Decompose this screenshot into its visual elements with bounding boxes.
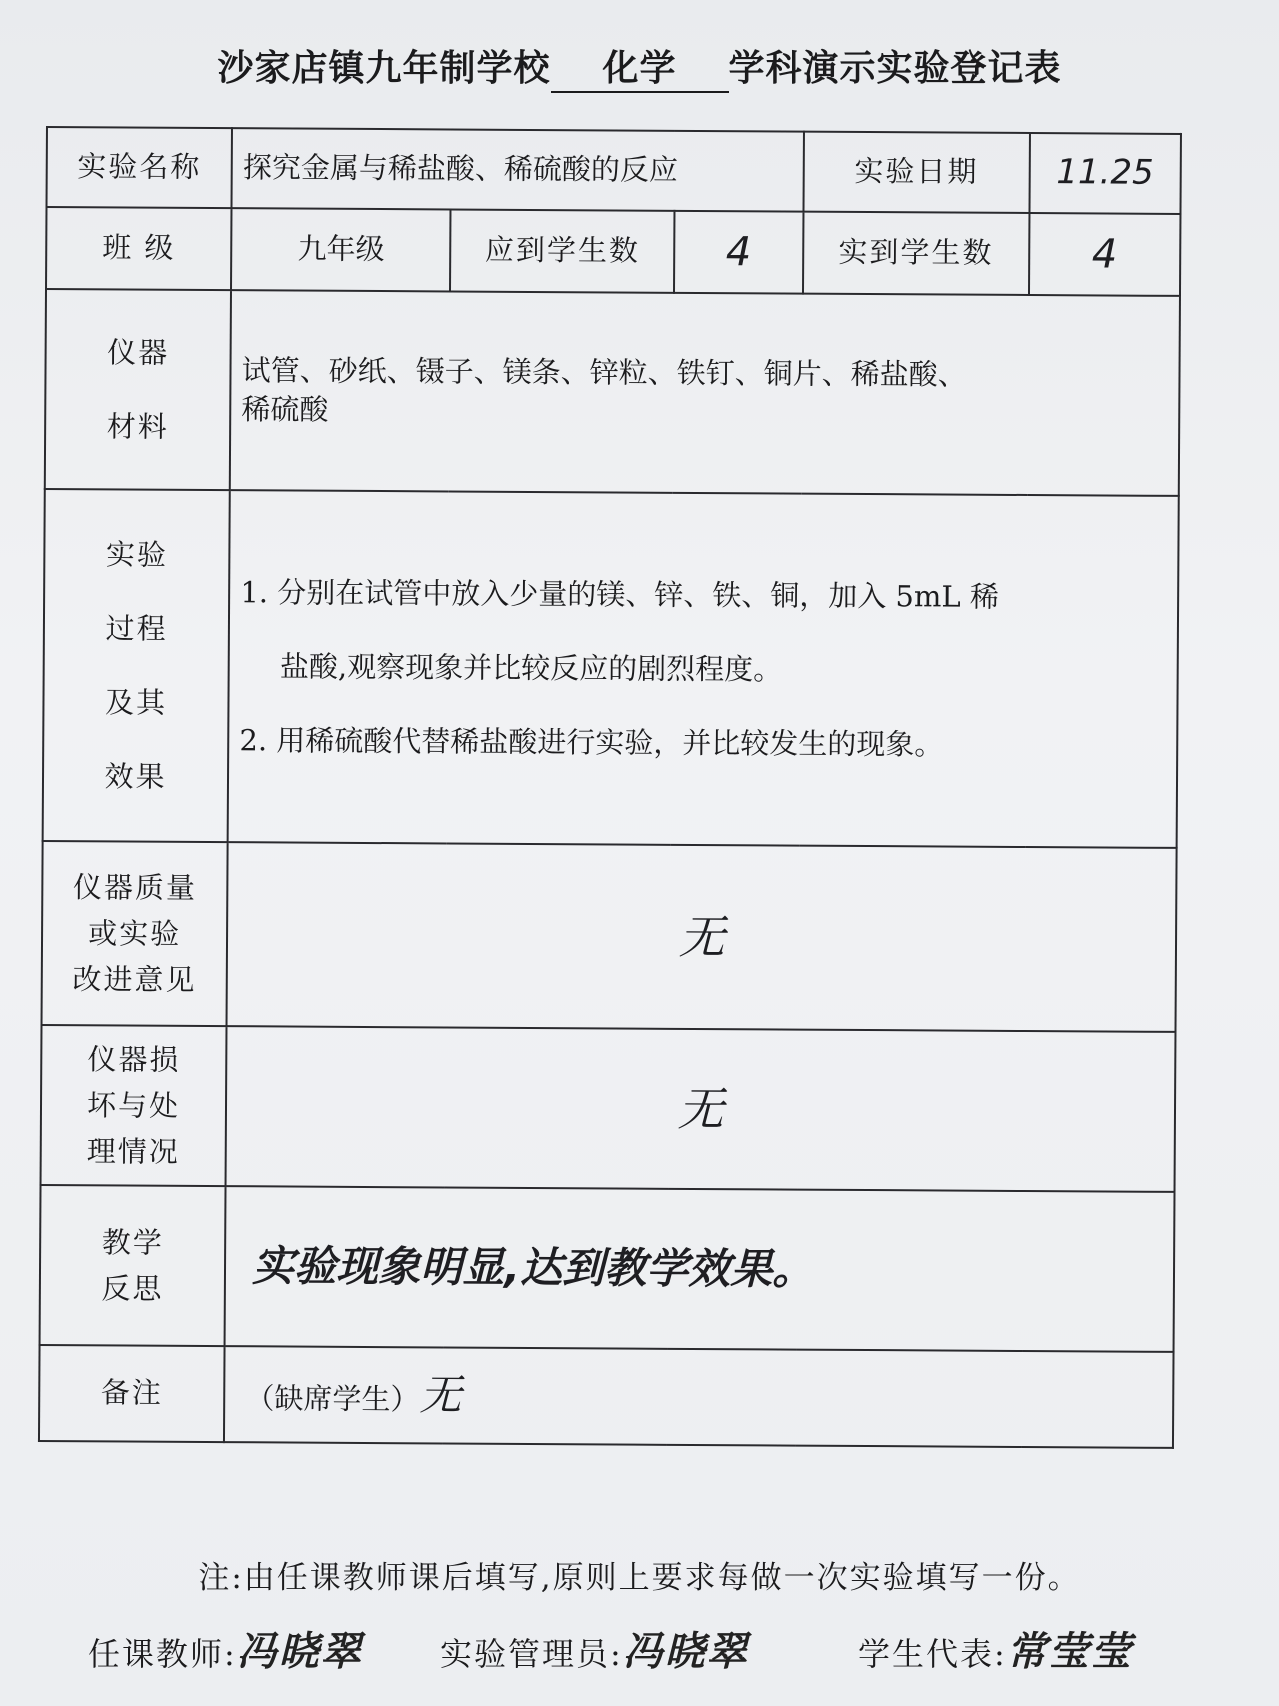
row-damage <box>41 1025 1176 1192</box>
footnote: 注:由任课教师课后填写,原则上要求每做一次实验填写一份。 <box>198 1560 1081 1596</box>
reflection-label-line: 反思 <box>101 1271 164 1306</box>
teacher-label: 任课教师: <box>88 1635 237 1673</box>
row-experiment-name <box>47 127 1181 214</box>
process-step-1-line-a: 1. 分别在试管中放入少量的镁、锌、铁、铜，加入 5mL 稀 <box>240 575 1000 614</box>
quality-label-line: 仪器质量 <box>72 870 198 905</box>
class-value: 九年级 <box>231 208 451 291</box>
actual-students-label: 实到学生数 <box>803 212 1029 295</box>
admin-label: 实验管理员: <box>440 1635 623 1673</box>
materials-value <box>230 290 1180 496</box>
damage-label-line: 坏与处 <box>87 1088 181 1123</box>
process-label-line: 效果 <box>104 759 167 794</box>
title-suffix: 学科演示实验登记表 <box>728 48 1062 89</box>
expected-students-value: 4 <box>674 211 803 294</box>
admin-signature <box>440 1620 749 1677</box>
row-process <box>43 489 1179 848</box>
remarks-value <box>224 1346 1173 1448</box>
materials-label <box>45 289 231 490</box>
title-subject: 化学 <box>551 40 729 93</box>
process-step-1-line-b: 盐酸,观察现象并比较反应的剧烈程度。 <box>279 649 783 687</box>
process-label-line: 及其 <box>104 685 168 720</box>
actual-students-value: 4 <box>1029 213 1181 296</box>
remarks-prefix: （缺席学生） <box>245 1380 420 1416</box>
process-step-2: 2. 用稀硫酸代替稀盐酸进行实验，并比较发生的现象。 <box>239 723 944 762</box>
row-reflection <box>40 1185 1175 1352</box>
remarks-label: 备注 <box>39 1345 225 1442</box>
materials-line: 试管、砂纸、镊子、镁条、锌粒、铁钉、铜片、稀盐酸、 <box>241 353 967 392</box>
process-step-1 <box>240 555 1168 709</box>
student-signature <box>858 1620 1133 1677</box>
quality-label-line: 或实验 <box>88 916 182 951</box>
row-quality <box>42 841 1177 1032</box>
row-class-info <box>46 207 1180 296</box>
damage-label-line: 仪器损 <box>87 1042 181 1077</box>
quality-value: 无 <box>227 842 1177 1032</box>
process-label <box>43 489 230 842</box>
reflection-label <box>40 1185 226 1346</box>
remarks-handwritten-value: 无 <box>419 1369 462 1420</box>
admin-name: 冯晓翠 <box>622 1629 749 1675</box>
experiment-name-value: 探究金属与稀盐酸、稀硫酸的反应 <box>232 128 804 211</box>
reflection-label-line: 教学 <box>101 1225 164 1260</box>
experiment-date-label: 实验日期 <box>803 132 1029 213</box>
class-label: 班 级 <box>46 207 232 290</box>
row-materials <box>45 289 1180 496</box>
damage-label-line: 理情况 <box>86 1134 180 1169</box>
teacher-signature <box>88 1620 363 1677</box>
teacher-name: 冯晓翠 <box>236 1629 363 1675</box>
materials-label-line: 仪器 <box>107 335 170 370</box>
process-value <box>228 490 1179 848</box>
experiment-form-table <box>38 126 1182 1449</box>
student-name: 常莹莹 <box>1006 1629 1133 1675</box>
signature-row <box>88 1620 1208 1690</box>
expected-students-label: 应到学生数 <box>450 209 674 292</box>
damage-value: 无 <box>226 1026 1176 1192</box>
quality-label <box>42 841 228 1026</box>
process-label-line: 实验 <box>105 537 169 572</box>
title-school: 沙家店镇九年制学校 <box>217 48 551 89</box>
quality-label-line: 改进意见 <box>72 962 197 997</box>
materials-label-line: 材料 <box>106 409 169 444</box>
experiment-date-value: 11.25 <box>1029 133 1181 214</box>
damage-label <box>41 1025 227 1186</box>
reflection-value: 实验现象明显,达到教学效果。 <box>225 1186 1175 1352</box>
materials-line: 稀硫酸 <box>241 392 329 427</box>
process-label-line: 过程 <box>105 611 168 646</box>
experiment-name-label: 实验名称 <box>47 127 233 208</box>
page-title <box>0 40 1279 93</box>
row-remarks <box>39 1345 1174 1448</box>
student-label: 学生代表: <box>858 1635 1007 1673</box>
